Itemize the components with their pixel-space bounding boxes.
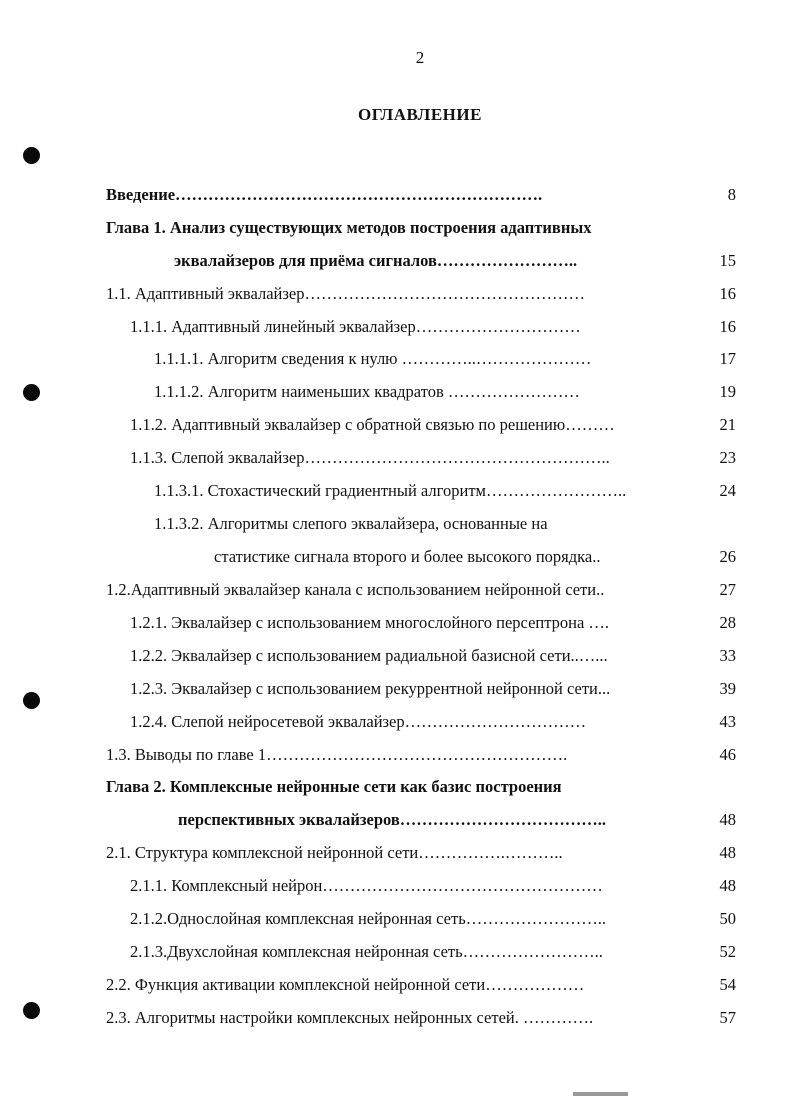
toc-entry: 2.1.2.Однослойная комплексная нейронная сеть……………………..	[130, 909, 606, 928]
toc-entry: 1.2.4. Слепой нейросетевой эквалайзер……………………………	[130, 712, 587, 731]
toc-entry: 1.1. Адаптивный эквалайзер……………………………………………	[106, 284, 585, 303]
toc-page-number: 57	[719, 1008, 736, 1027]
toc-entry: Глава 2. Комплексные нейронные сети как базис построения	[106, 777, 562, 796]
toc-entry: эквалайзеров для приёма сигналов……………………..	[174, 251, 578, 270]
toc-page-number: 19	[719, 382, 736, 401]
toc-page-number: 46	[719, 745, 736, 764]
toc-entry: 1.1.1.1. Алгоритм сведения к нулю …………..…………………	[154, 349, 592, 368]
toc-entry: 1.1.3. Слепой эквалайзер………………………………………………..	[130, 448, 610, 467]
toc-entry: 1.2.3. Эквалайзер с использованием рекуррентной нейронной сети...	[130, 679, 611, 698]
toc-page-number: 52	[719, 942, 736, 961]
toc-entry: 1.1.3.2. Алгоритмы слепого эквалайзера, основанные на	[154, 514, 548, 533]
toc-entry: перспективных эквалайзеров………………………………..	[178, 810, 607, 829]
toc-entry: 1.2.Адаптивный эквалайзер канала с использованием нейронной сети..	[106, 580, 605, 599]
toc-page-number: 48	[719, 876, 736, 895]
toc-entry: 2.1.1. Комплексный нейрон……………………………………………	[130, 876, 603, 895]
binder-hole-3	[23, 692, 40, 709]
toc-page-number: 23	[719, 448, 736, 467]
toc-entry: 2.1. Структура комплексной нейронной сети…………….………..	[106, 843, 563, 862]
toc-page-number: 27	[719, 580, 736, 599]
toc-entry: 1.1.2. Адаптивный эквалайзер с обратной связью по решению………	[130, 415, 615, 434]
toc-page-number: 50	[719, 909, 736, 928]
toc-page-number: 39	[719, 679, 736, 698]
toc-entry: 2.1.3.Двухслойная комплексная нейронная сеть……………………..	[130, 942, 603, 961]
scan-artifact	[573, 1092, 628, 1096]
toc-page-number: 16	[719, 317, 736, 336]
toc-page-number: 33	[719, 646, 736, 665]
toc-entry: 1.1.1.2. Алгоритм наименьших квадратов ……………………	[154, 382, 580, 401]
page-title: ОГЛАВЛЕНИЕ	[358, 105, 482, 124]
toc-entry: статистике сигнала второго и более высокого порядка..	[214, 547, 601, 566]
page-number: 2	[415, 48, 425, 67]
toc-entry: 1.2.1. Эквалайзер с использованием многослойного персептрона ….	[130, 613, 610, 632]
toc-entry: Глава 1. Анализ существующих методов построения адаптивных	[106, 218, 592, 237]
toc-entry: 1.1.3.1. Стохастический градиентный алгоритм……………………..	[154, 481, 627, 500]
toc-page-number: 17	[719, 349, 736, 368]
binder-hole-1	[23, 147, 40, 164]
toc-entry: Введение………………………………………………………….	[106, 185, 543, 204]
toc-page-number: 8	[727, 185, 736, 204]
toc-entry: 1.2.2. Эквалайзер с использованием радиальной базисной сети..…...	[130, 646, 608, 665]
toc-page-number: 26	[719, 547, 736, 566]
toc-page-number: 48	[719, 843, 736, 862]
toc-page-number: 54	[719, 975, 736, 994]
toc-page-number: 43	[719, 712, 736, 731]
toc-page-number: 48	[719, 810, 736, 829]
toc-page-number: 21	[719, 415, 736, 434]
toc-entry: 2.3. Алгоритмы настройки комплексных нейронных сетей. ………….	[106, 1008, 594, 1027]
toc-page-number: 15	[719, 251, 736, 270]
toc-entry: 1.3. Выводы по главе 1……………………………………………….	[106, 745, 568, 764]
toc-entry: 2.2. Функция активации комплексной нейронной сети………………	[106, 975, 585, 994]
toc-page-number: 16	[719, 284, 736, 303]
toc-entry: 1.1.1. Адаптивный линейный эквалайзер…………………………	[130, 317, 581, 336]
toc-page-number: 28	[719, 613, 736, 632]
binder-hole-4	[23, 1002, 40, 1019]
toc-page-number: 24	[719, 481, 736, 500]
binder-hole-2	[23, 384, 40, 401]
